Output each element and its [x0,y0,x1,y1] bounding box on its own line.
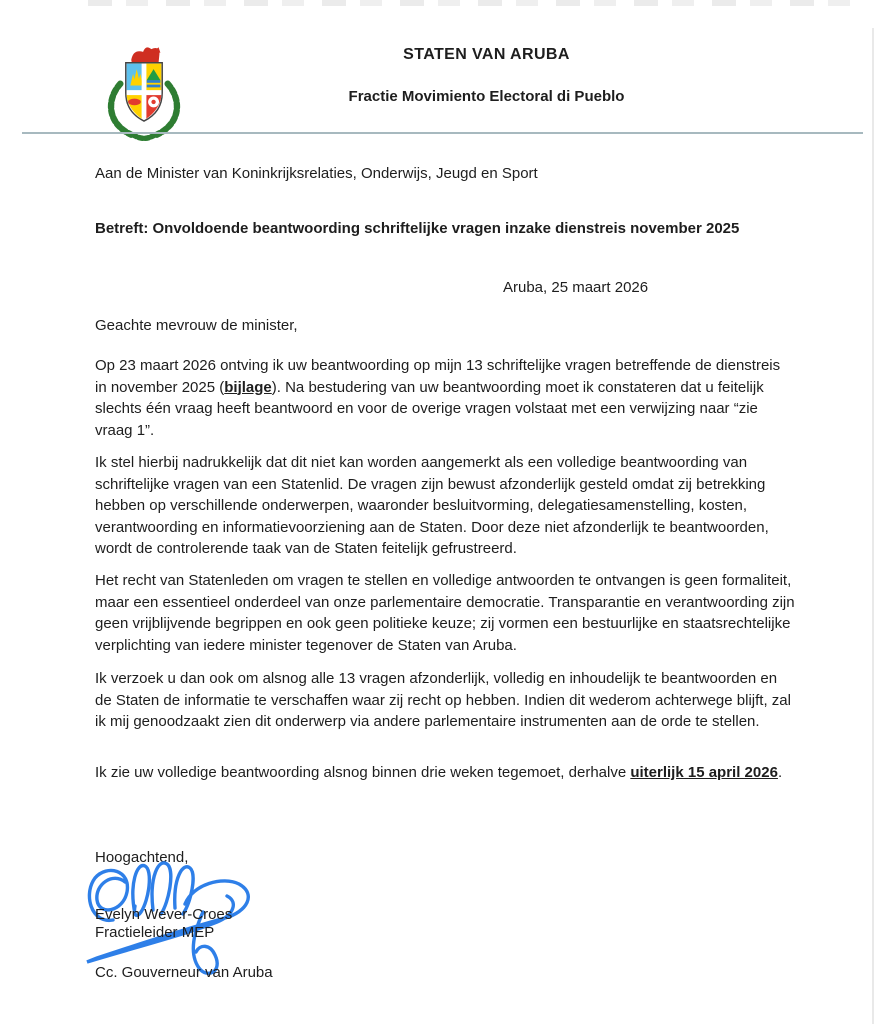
signer-name: Evelyn Wever-Croes [95,906,233,923]
paragraph-5 [95,762,782,784]
dateline: Aruba, 25 maart 2026 [503,279,649,296]
closing-line: Hoogachtend, [95,849,189,866]
org-fraction: Fractie Movimiento Electoral di Pueblo [348,88,625,105]
scan-edge-right [872,28,874,1024]
subject-line: Betreft: Onvoldoende beantwoording schriftelijke vragen inzake dienstreis november 2025 [95,220,740,237]
paragraph-5-text-after: . [777,764,783,781]
paragraph-1-emphasis: bijlage [224,378,272,396]
paragraph-5-emphasis: uiterlijk 15 april 2026 [630,764,778,781]
paragraph-1-text-after: ). Na bestudering van uw beantwoording moet ik constateren dat u feitelijk slechts één vraag heeft beantwoord en voor de overige vragen volstaat met een verwijzing naar “zie vraag 1”. [95,378,764,439]
paragraph-4: Ik verzoek u dan ook om alsnog alle 13 vragen afzonderlijk, volledig en inhoudelijk te beantwoorden en de Staten de informatie te verschaffen waar zij recht op hebben. Indien dit wederom achterwege blijft, zal ik mij genoodzaakt zien dit onderwerp via andere parlementaire instrumenten aan de orde te stellen. [95,670,791,730]
paragraph-5-text: Ik zie uw volledige beantwoording alsnog binnen drie weken tegemoet, derhalve [95,764,631,781]
recipient-line: Aan de Minister van Koninkrijksrelaties, Onderwijs, Jeugd en Sport [95,165,538,182]
paragraph-3: Het recht van Statenleden om vragen te stellen en volledige antwoorden te ontvangen is geen formaliteit, maar een essentieel onderdeel van onze parlementaire democratie. Transparantie en verantwoording zijn geen vrijblijvende begrippen en ook geen politieke keuze; zij vormen een bestuurlijke en staatsrechtelijke verplichting van iedere minister tegenover de Staten van Aruba. [95,572,795,654]
cc-line: Cc. Gouverneur van Aruba [95,964,273,981]
signer-title: Fractieleider MEP [95,924,215,941]
paragraph-2: Ik stel hierbij nadrukkelijk dat dit niet kan worden aangemerkt als een volledige beantwoording van schriftelijke vragen van een Statenlid. De vragen zijn bewust afzonderlijk gesteld omdat zij betrekking hebben op verschillende onderwerpen, waaronder besluitvorming, delegatiesamenstelling, kosten, verantwoording en informatievoorziening aan de Staten. Door deze niet afzonderlijk te beantwoorden, wordt de controlerende taak van de Staten feitelijk gefrustreerd. [95,454,769,557]
paragraph-1-text: Op 23 maart 2026 ontving ik uw beantwoording op mijn 13 schriftelijke vragen betreffende de dienstreis in november 2025 ( [95,357,781,396]
paragraph-1 [95,355,795,441]
letter-body [95,0,795,1024]
salutation: Geachte mevrouw de minister, [95,317,298,334]
org-name: STATEN VAN ARUBA [403,46,570,63]
